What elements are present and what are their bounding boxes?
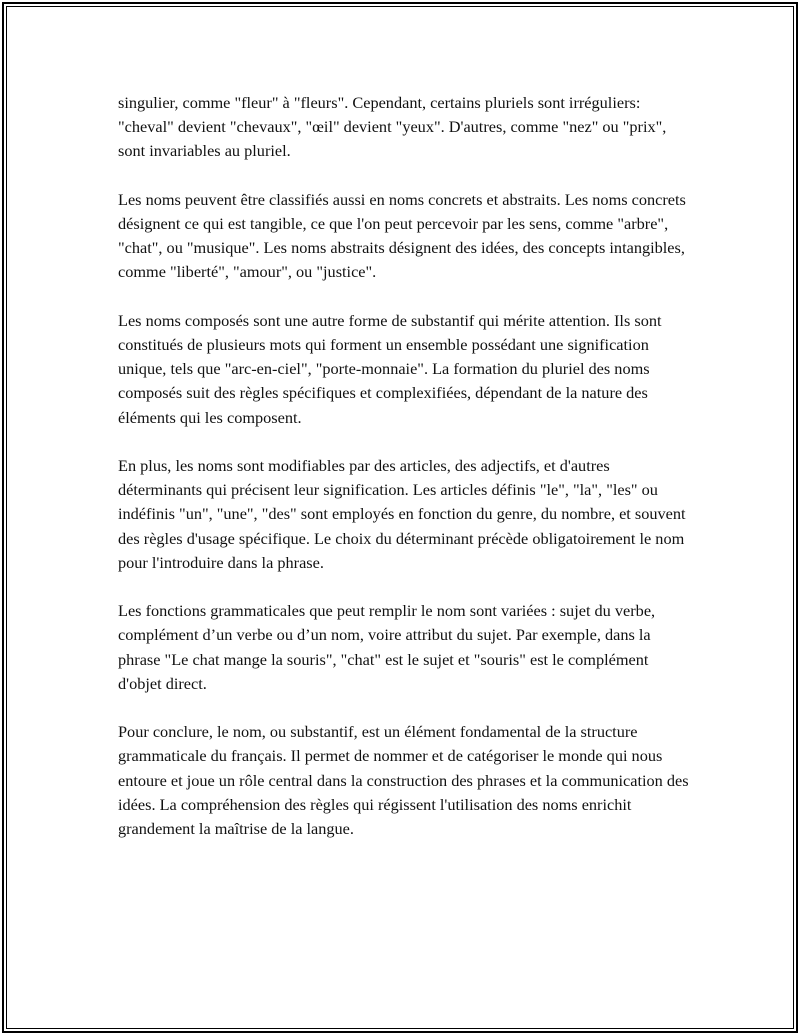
paragraph-conclusion: Pour conclure, le nom, ou substantif, est un élément fondamental de la structure grammaticale du français. Il permet de nommer et de catégoriser le monde qui nous entoure et joue un rôle central dans la construction des phrases et la communication des idées. La compréhension des règles qui régissent l'utilisation des noms enrichit grandement la maîtrise de la langue. <box>118 722 689 839</box>
paragraph-plural-nouns: singulier, comme "fleur" à "fleurs". Cependant, certains pluriels sont irréguliers: "cheval" devient "chevaux", "œil" devient "yeux". D'autres, comme "nez" ou "prix", sont invariables au pluriel. <box>118 93 667 161</box>
paragraph-grammatical-functions: Les fonctions grammaticales que peut remplir le nom sont variées : sujet du verbe, complément d’un verbe ou d’un nom, voire attribut du sujet. Par exemple, dans la phrase "Le chat mange la souris", "chat" est le sujet et "souris" est le complément d'objet direct. <box>118 601 656 693</box>
paragraph-concrete-abstract: Les noms peuvent être classifiés aussi en noms concrets et abstraits. Les noms concrets désignent ce qui est tangible, ce que l'on peut percevoir par les sens, comme "arbre", "chat", ou "musique". Les noms abstraits désignent des idées, des concepts intangibles, comme "liberté", "amour", ou "justice". <box>118 189 686 282</box>
document-body <box>118 91 690 865</box>
paragraph-determiners: En plus, les noms sont modifiables par des articles, des adjectifs, et d'autres déterminants qui précisent leur signification. Les articles définis "le", "la", "les" ou indéfinis "un", "une", "des" sont employés en fonction du genre, du nombre, et souvent des règles d'usage spécifique. Le choix du déterminant précède obligatoirement le nom pour l'introduire dans la phrase. <box>118 456 686 572</box>
paragraph-compound-nouns: Les noms composés sont une autre forme de substantif qui mérite attention. Ils sont constitués de plusieurs mots qui forment un ensemble possédant une signification unique, tels que "arc-en-ciel", "porte-monnaie". La formation du pluriel des noms composés suit des règles spécifiques et complexifiées, dépendant de la nature des éléments qui les composent. <box>118 310 662 427</box>
